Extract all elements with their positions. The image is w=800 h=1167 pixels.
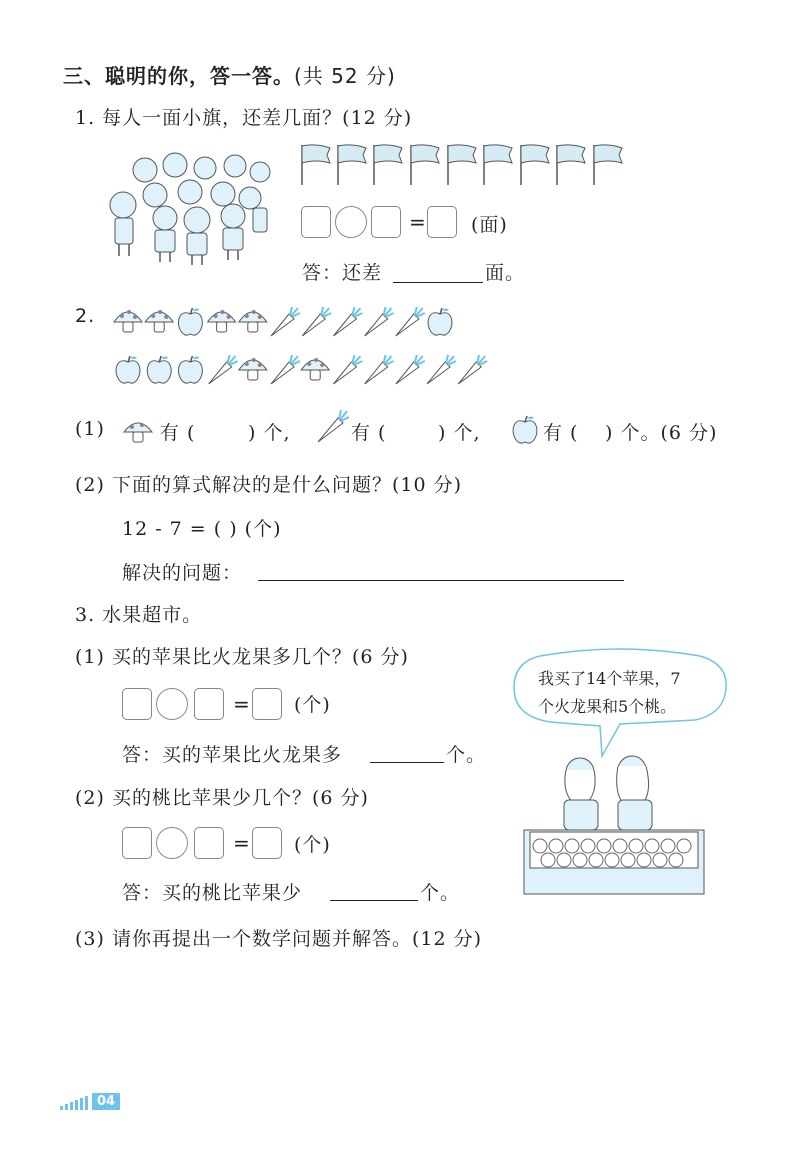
q1-label: 1. 每人一面小旗，还差几面？(12 分) — [75, 107, 413, 129]
apple-icon — [510, 414, 540, 446]
equals-sign: = — [233, 831, 250, 855]
q2-p1-close3: ) 个。(6 分) — [605, 422, 718, 444]
carrot-icon — [302, 307, 331, 336]
operand-box[interactable] — [194, 827, 224, 859]
q2-p1-num: (1) — [75, 418, 105, 440]
fruit-stand-illustration — [522, 750, 706, 896]
mushroom-icon — [239, 358, 267, 380]
mushroom-icon — [145, 310, 173, 332]
carrot-icon — [271, 307, 300, 336]
equals-sign: = — [409, 210, 426, 234]
result-box[interactable] — [252, 827, 282, 859]
mushroom-icon — [208, 310, 236, 332]
operand-box[interactable] — [194, 688, 224, 720]
mushroom-icon — [301, 358, 329, 380]
apple-icon — [116, 356, 140, 383]
operator-circle[interactable] — [156, 827, 188, 859]
apple-icon — [178, 308, 202, 335]
q2-p1-has3: 有 ( — [543, 422, 579, 444]
q1-unit: (面) — [471, 214, 508, 236]
section-points: (共 52 分) — [294, 64, 396, 88]
q2-p1-has2: 有 ( — [351, 422, 387, 444]
q1-answer-prefix: 答：还差 — [302, 262, 383, 284]
carrot-icon — [427, 355, 456, 384]
carrot-icon — [396, 307, 425, 336]
q3-p2-label: (2) 买的桃比苹果少几个？(6 分) — [75, 787, 369, 809]
q2-items — [0, 0, 800, 400]
q3-p1-unit: (个) — [294, 694, 331, 716]
q2-p1-has1: 有 ( — [160, 422, 196, 444]
carrot-icon — [365, 307, 394, 336]
q3-p1-answer-suffix: 个。 — [446, 744, 487, 766]
bubble-line-1: 我买了14个苹果，7 — [538, 669, 681, 688]
apple-icon — [178, 356, 202, 383]
carrot-icon — [209, 355, 238, 384]
q3-p1-label: (1) 买的苹果比火龙果多几个？(6 分) — [75, 646, 409, 668]
q2-p2-formula: 12 - 7 = ( ) (个) — [122, 518, 282, 540]
q3-p2-unit: (个) — [294, 834, 331, 856]
operator-circle[interactable] — [156, 688, 188, 720]
q3-label: 3. 水果超市。 — [75, 604, 203, 626]
q3-p3-label: (3) 请你再提出一个数学问题并解答。(12 分) — [75, 928, 482, 950]
q2-p1-close1: ) 个, — [248, 422, 291, 444]
page-bars-decoration — [60, 1094, 94, 1110]
q3-p2-answer-blank[interactable] — [330, 900, 418, 901]
mushroom-icon — [114, 310, 142, 332]
q3-p1-answer-blank[interactable] — [370, 762, 444, 763]
q2-p2-problem-label: 解决的问题： — [122, 562, 243, 584]
q2-p1-close2: ) 个, — [438, 422, 481, 444]
operand-box[interactable] — [122, 688, 152, 720]
q3-p2-answer-suffix: 个。 — [420, 882, 461, 904]
mushroom-icon — [239, 310, 267, 332]
apple-icon — [428, 308, 452, 335]
equals-sign: = — [233, 692, 250, 716]
q3-p1-answer-prefix: 答：买的苹果比火龙果多 — [122, 744, 343, 766]
carrot-icon — [333, 307, 362, 336]
section-title-text: 三、聪明的你，答一答。 — [63, 64, 294, 88]
carrot-icon — [271, 355, 300, 384]
q2-p2-label: (2) 下面的算式解决的是什么问题？(10 分) — [75, 474, 462, 496]
operand-box[interactable] — [122, 827, 152, 859]
q2-label: 2. — [75, 305, 96, 327]
carrot-icon — [396, 355, 425, 384]
q2-p2-answer-line[interactable] — [258, 580, 624, 581]
mushroom-icon — [122, 418, 154, 444]
carrot-icon — [333, 355, 362, 384]
carrot-icon — [314, 408, 350, 444]
apple-icon — [147, 356, 171, 383]
carrot-icon — [365, 355, 394, 384]
result-box[interactable] — [252, 688, 282, 720]
carrot-icon — [458, 355, 487, 384]
q3-p2-answer-prefix: 答：买的桃比苹果少 — [122, 882, 303, 904]
page-number: 04 — [92, 1093, 120, 1110]
q1-answer-suffix: 面。 — [485, 262, 526, 284]
bubble-line-2: 个火龙果和5个桃。 — [538, 697, 677, 716]
